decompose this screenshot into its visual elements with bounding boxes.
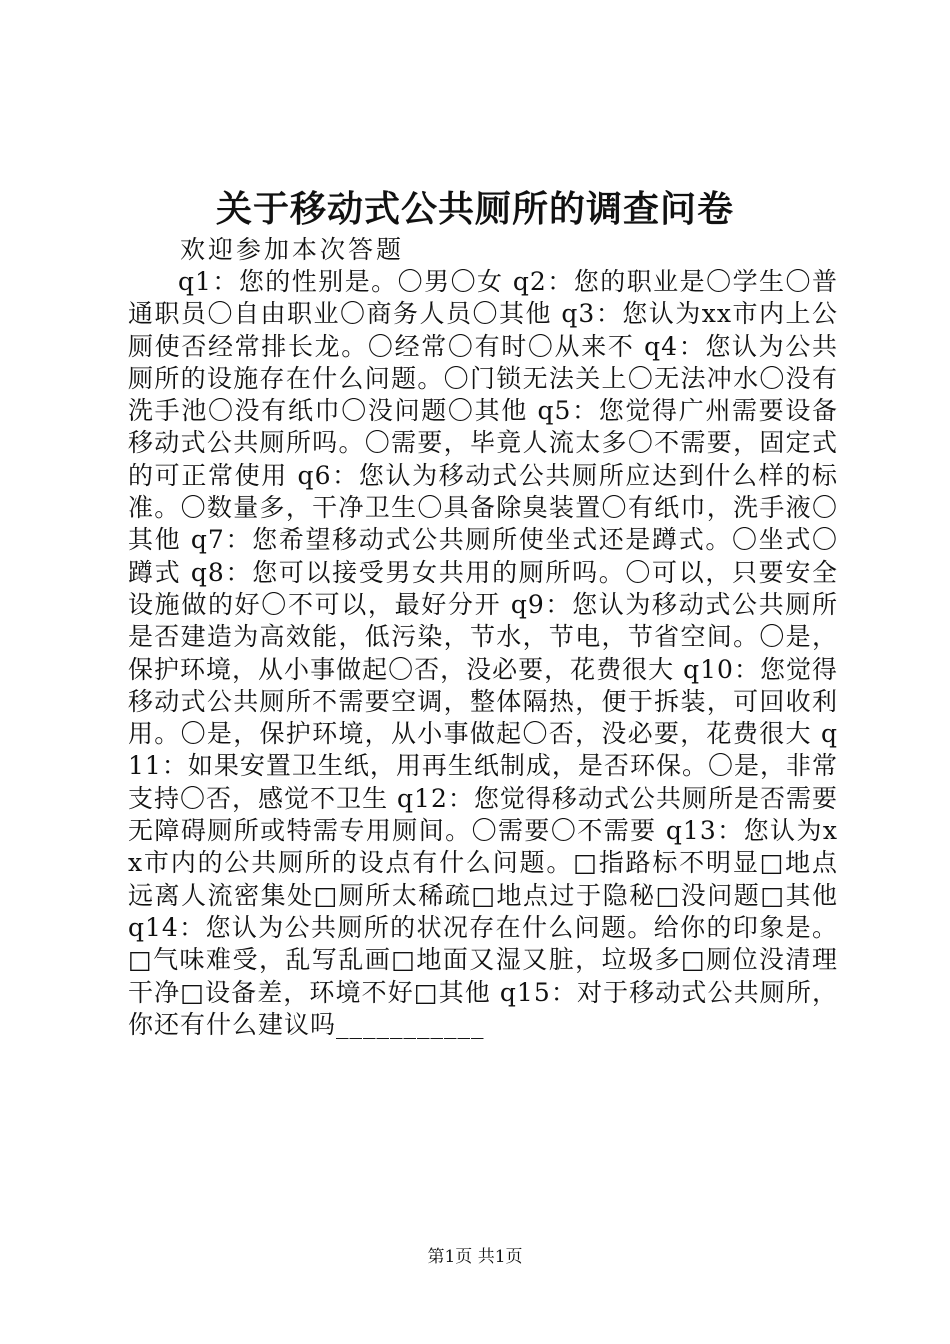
intro-paragraph: 欢迎参加本次答题 bbox=[180, 235, 405, 264]
page-footer: 第1页 共1页 bbox=[427, 1247, 523, 1267]
document-title: 关于移动式公共厕所的调查问卷 bbox=[215, 188, 734, 230]
questionnaire-body: q1：您的性别是。〇男〇女 q2：您的职业是〇学生〇普通职员〇自由职业〇商务人员〇其他 q3：您认为xx市内上公厕使否经常排长龙。〇经常〇有时〇从来不 q4：您认为公共厕所的设施存在什么问题。〇门锁无法关上〇无法冲水〇没有洗手池〇没有纸巾〇没问题〇其他 q5：您觉得广州需要设备移动式公共厕所吗。〇需要，毕竟人流太多〇不需要，固定式的可正常使用 q6：您认为移动式公共厕所应达到什么样的标准。〇数量多，干净卫生〇具备除臭装置〇有纸巾，洗手液〇其他 q7：您希望移动式公共厕所使坐式还是蹲式。〇坐式〇蹲式 q8：您可以接受男女共用的厕所吗。〇可以，只要安全设施做的好〇不可以，最好分开 q9：您认为移动式公共厕所是否建造为高效能，低污染，节水，节电，节省空间。〇是，保护环境，从小事做起〇否，没必要，花费很大 q10：您觉得移动式公共厕所不需要空调，整体隔热，便于拆装，可回收利用。〇是，保护环境，从小事做起〇否，没必要，花费很大 q11：如果安置卫生纸，用再生纸制成，是否环保。〇是，非常支持〇否，感觉不卫生 q12：您觉得移动式公共厕所是否需要无障碍厕所或特需专用厕间。〇需要〇不需要 q13：您认为xx市内的公共厕所的设点有什么问题。□指路标不明显□地点远离人流密集处□厕所太稀疏□地点过于隐秘□没问题□其他 q14：您认为公共厕所的状况存在什么问题。给你的印象是。□气味难受，乱写乱画□地面又湿又脏，垃圾多□厕位没清理干净□设备差，环境不好□其他 q15：对于移动式公共厕所，你还有什么建议吗___________ bbox=[128, 267, 838, 1039]
